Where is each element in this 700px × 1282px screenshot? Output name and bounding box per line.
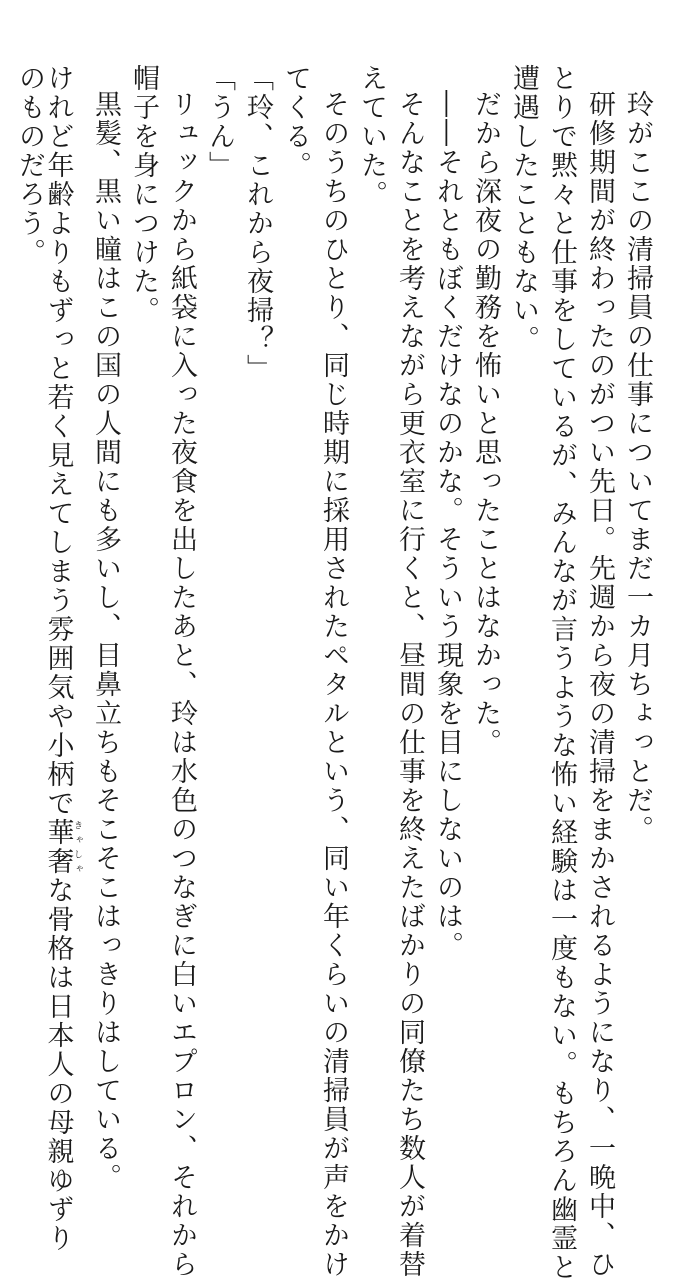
ruby-base: 華奢 xyxy=(42,818,74,876)
text-line-10: てくる。 xyxy=(280,64,311,180)
text-line-13: リュックから紙袋に入った夜食を出したあと、玲は水色のつなぎに白いエプロン、それから xyxy=(166,90,197,1279)
text-line-17: のものだろう。 xyxy=(14,64,45,267)
text-line-9: そのうちのひとり、同じ時期に採用されたペタルという、同い年くらいの清掃員が声をかけ xyxy=(318,90,349,1279)
text-line-3: とりで黙々と仕事をしているが、みんなが言うような怖い経験は一度もない。もちろん幽霊と xyxy=(546,64,577,1282)
text-line-5: だから深夜の勤務を怖いと思ったことはなかった。 xyxy=(470,90,501,757)
text-line-16-part-b: な骨格は日本人の母親ゆずり xyxy=(42,876,74,1253)
text-line-2: 研修期間が終わったのがつい先日。先週から夜の清掃をまかされるようになり、一晩中、ひ xyxy=(584,90,615,1279)
text-line-14: 帽子を身につけた。 xyxy=(128,64,159,325)
ruby-reading: きゃしゃ xyxy=(72,818,82,876)
text-line-16-part-a: けれど年齢よりもずっと若く見えてしまう雰囲気や小柄で xyxy=(42,64,74,818)
text-line-8: えていた。 xyxy=(356,64,387,209)
text-line-11: 「玲、これから夜掃？」 xyxy=(242,64,273,383)
ruby-kyasha xyxy=(42,818,82,876)
text-line-4: 遭遇したこともない。 xyxy=(508,64,539,354)
text-line-6: ――それともぼくだけなのかな。そういう現象を目にしないのは。 xyxy=(432,90,463,960)
text-line-1: 玲がここの清掃員の仕事についてまだ一カ月ちょっとだ。 xyxy=(622,90,653,844)
text-line-7: そんなことを考えながら更衣室に行くと、昼間の仕事を終えたばかりの同僚たち数人が着替 xyxy=(394,90,425,1279)
text-line-15: 黒髪、黒い瞳はこの国の人間にも多いし、目鼻立ちもそこそこはっきりはしている。 xyxy=(90,90,121,1192)
text-line-16 xyxy=(42,64,82,1253)
text-line-12: 「うん」 xyxy=(204,64,235,180)
